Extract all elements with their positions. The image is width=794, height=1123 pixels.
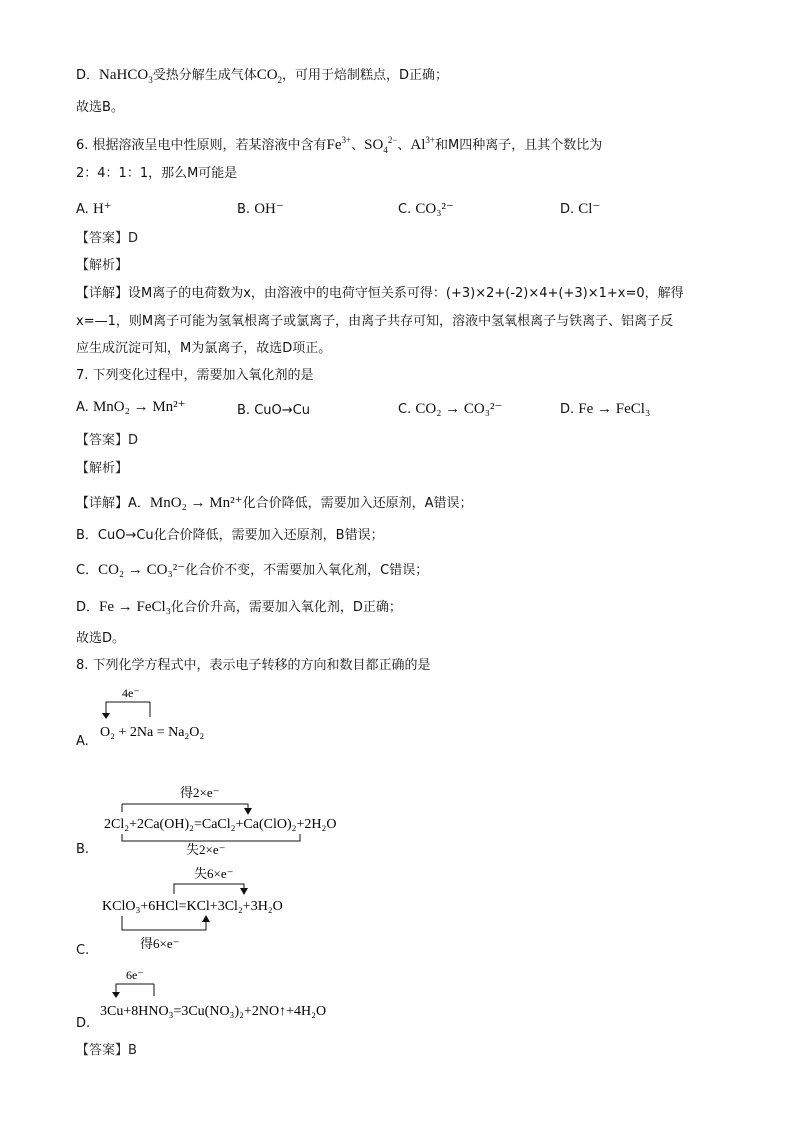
detail-prefix: 【详解】A． (76, 496, 150, 511)
q8-c-equation-diagram (100, 864, 320, 951)
separator: 、 (397, 138, 411, 153)
q7-detail-d (76, 598, 402, 617)
detail-formula: CO₂ → CO₃²⁻ (98, 562, 186, 578)
q7-analysis-heading: 【解析】 (76, 461, 129, 476)
formula-fe3: $Fe^{3+}$ (326, 135, 352, 153)
q6-option-a[interactable] (76, 200, 112, 219)
q7-detail-a (76, 494, 472, 513)
separator: 、 (351, 138, 365, 153)
q7-answer: 【答案】D (76, 433, 139, 448)
electron-gain-label: 得2×e⁻ (180, 785, 220, 800)
option-label: A. (76, 400, 89, 415)
q7-conclusion: 故选D。 (76, 631, 126, 646)
arrow-head-icon (102, 713, 110, 719)
option-label: D. (560, 402, 575, 417)
arrow-head-icon (240, 888, 248, 895)
q6-analysis-heading: 【解析】 (76, 258, 129, 273)
q8-stem: 8. 下列化学方程式中，表示电子转移的方向和数目都正确的是 (76, 658, 431, 673)
q8-answer: 【答案】B (76, 1043, 137, 1058)
q8-d-equation-diagram (98, 966, 358, 1024)
option-formula: Fe → FeCl₃ (578, 401, 651, 417)
q7-option-d[interactable] (560, 400, 650, 419)
q6-ratio: 2：4：1：1，那么M可能是 (76, 166, 238, 181)
q6-detail-line-2: x=—1，则M离子可能为氢氧根离子或氯离子，由离子共存可知，溶液中氢氧根离子与铁离子、铝离子反 (76, 314, 674, 329)
option-label: B. (237, 202, 251, 217)
transfer-line (106, 702, 150, 717)
electron-loss-label: 失2×e⁻ (186, 842, 226, 857)
detail-suffix: 化合价降低，需要加入还原剂，A错误； (242, 496, 473, 511)
arrow-head-icon (202, 915, 210, 922)
q6-option-d[interactable] (560, 200, 600, 219)
option-formula: Cl⁻ (578, 201, 601, 217)
q7-option-b[interactable] (237, 402, 310, 420)
q7-stem: 7. 下列变化过程中，需要加入氧化剂的是 (76, 368, 314, 383)
chemical-equation: KClO₃+6HCl=KCl+3Cl₂+3H₂O (102, 899, 283, 914)
transfer-line (122, 916, 206, 930)
option-label: C. (398, 202, 412, 217)
option-label: B. (237, 403, 251, 418)
detail-formula: Fe → FeCl₃ (99, 599, 171, 615)
transfer-line (122, 834, 300, 841)
q6-option-b[interactable] (237, 200, 284, 219)
option-label: C. (398, 402, 412, 417)
formula-co2: $CO_2$ (256, 67, 283, 85)
q7-option-c[interactable] (398, 400, 502, 419)
option-formula: CuO→Cu (254, 403, 310, 418)
q6-detail-line-3: 应生成沉淀可知，M为氯离子，故选D项正。 (76, 341, 332, 356)
q5-d-text: 受热分解生成气体 (152, 68, 257, 83)
transfer-line (116, 984, 154, 994)
detail-suffix: 化合价不变，不需要加入氧化剂，C错误； (185, 563, 429, 578)
formula-nahco3: NaHCO$_3$ (99, 67, 153, 85)
option-label: B. (76, 842, 90, 857)
option-label: A. (76, 202, 89, 217)
option-label: A. (76, 734, 89, 749)
q6-stem (76, 136, 602, 155)
q8-a-equation-diagram (96, 684, 236, 744)
electron-loss-label: 失6×e⁻ (194, 866, 234, 881)
q7-detail-b: B．CuO→Cu化合价降低，需要加入还原剂，B错误； (76, 528, 384, 543)
option-formula: CO₂ → CO₃²⁻ (415, 401, 503, 417)
formula-al3: $Al^{3+}$ (410, 135, 435, 153)
option-formula: CO₃²⁻ (415, 201, 454, 217)
option-label: D. (560, 202, 575, 217)
option-label: D. (76, 1016, 91, 1031)
arrow-head-icon (244, 808, 252, 815)
option-formula: OH⁻ (254, 201, 284, 217)
q5-d-text2: ，可用于焙制糕点，D正确； (282, 68, 449, 83)
option-formula: MnO₂ → Mn²⁺ (92, 399, 186, 415)
q6-detail-line-1: 【详解】设M离子的电荷数为x，由溶液中的电荷守恒关系可得：(+3)×2+(-2)×4+(+3)×1+x=0，解得 (76, 286, 684, 301)
detail-suffix: 化合价升高，需要加入氧化剂，D正确； (170, 600, 402, 615)
q7-detail-c (76, 561, 428, 580)
electron-transfer-label: 6e⁻ (126, 968, 144, 982)
q8-b-equation-diagram (100, 784, 380, 856)
option-label: C. (76, 943, 90, 958)
transfer-line (174, 884, 244, 894)
q6-stem-a: 6. 根据溶液呈电中性原则，若某溶液中含有 (76, 138, 327, 153)
detail-formula: MnO₂ → Mn²⁺ (149, 495, 243, 511)
formula-so4: $SO_4^{2-}$ (364, 135, 398, 155)
electron-gain-label: 得6×e⁻ (140, 936, 180, 951)
q5-conclusion: 故选B。 (76, 100, 124, 115)
chemical-equation: 2Cl₂+2Ca(OH)₂=CaCl₂+Ca(ClO)₂+2H₂O (104, 817, 337, 832)
electron-transfer-label: 4e⁻ (122, 686, 140, 700)
detail-prefix: D． (76, 600, 100, 615)
q7-option-a[interactable] (76, 398, 186, 417)
chemical-equation: 3Cu+8HNO₃=3Cu(NO₃)₂+2NO↑+4H₂O (100, 1004, 327, 1019)
q6-option-c[interactable] (398, 200, 454, 219)
chemical-equation: O₂ + 2Na = Na₂O₂ (100, 725, 205, 740)
detail-prefix: C． (76, 563, 99, 578)
q5-option-d-line (76, 66, 448, 85)
transfer-line (122, 804, 248, 812)
arrow-head-icon (112, 992, 120, 998)
q6-stem-b: 和M四种离子，且其个数比为 (435, 138, 603, 153)
q6-answer: 【答案】D (76, 231, 139, 246)
option-formula: H⁺ (92, 201, 112, 217)
option-label: D． (76, 68, 100, 83)
